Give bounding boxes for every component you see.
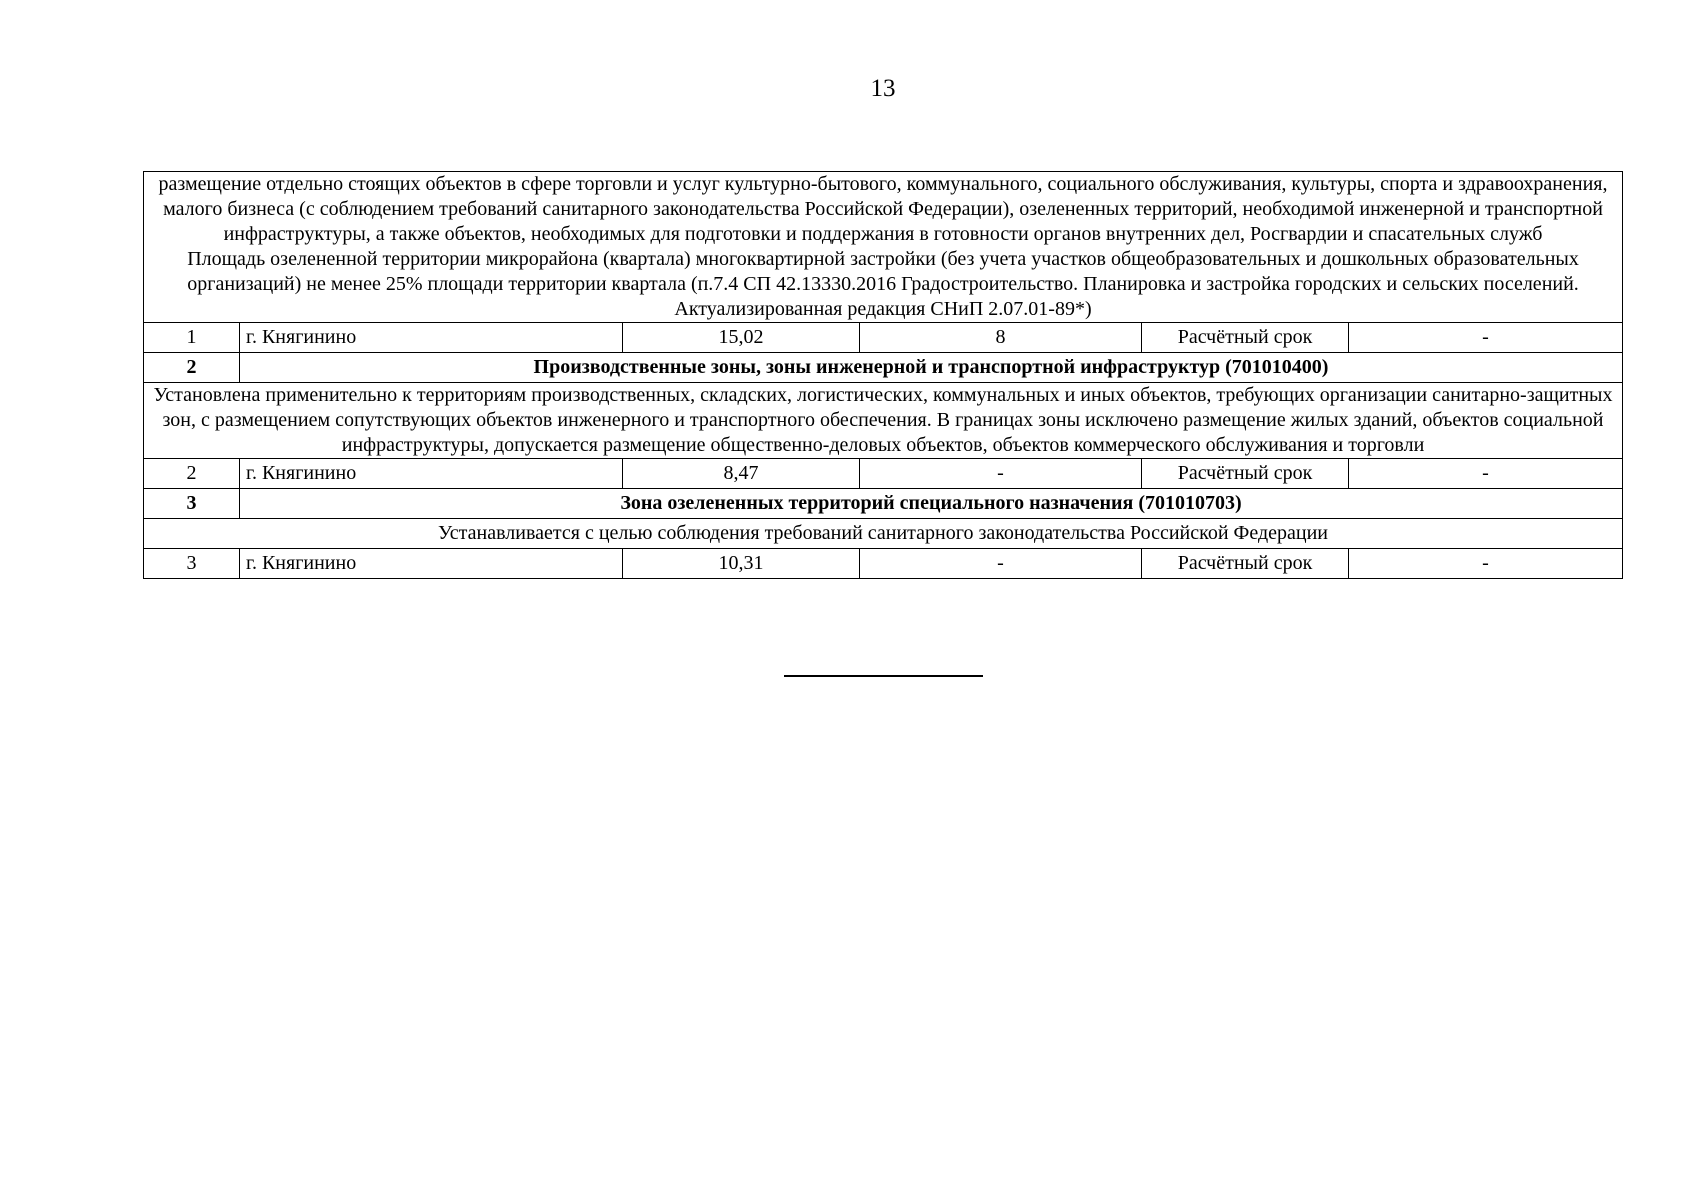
- zone-description: Устанавливается с целью соблюдения требований санитарного законодательства Российской Федерации: [144, 519, 1623, 549]
- row-extra: -: [1349, 549, 1623, 579]
- description-row: [144, 383, 1623, 459]
- row-extra: -: [1349, 323, 1623, 353]
- row-term: Расчётный срок: [1142, 549, 1349, 579]
- zone-header-row: [144, 353, 1623, 383]
- page-number: 13: [870, 75, 896, 102]
- table-row: [144, 549, 1623, 579]
- zone-description-cell: [144, 172, 1623, 323]
- row-area: 10,31: [623, 549, 860, 579]
- row-value: 8: [860, 323, 1142, 353]
- row-value: -: [860, 549, 1142, 579]
- zones-table: [143, 171, 1623, 579]
- zone-number: 2: [144, 353, 240, 383]
- zone-description: Установлена применительно к территориям производственных, складских, логистических, коммунальных и иных объектов, требующих организации санитарно-защитных зон, с размещением сопутствующих объектов инженерного и транспортного обеспечения. В границах зоны исключено размещение жилых зданий, объектов социальной инфраструктуры, допускается размещение общественно-деловых объектов, объектов коммерческого обслуживания и торговли: [144, 383, 1623, 459]
- zone-description: размещение отдельно стоящих объектов в сфере торговли и услуг культурно-бытового, коммунального, социального обслуживания, культуры, спорта и здравоохранения, малого бизнеса (с соблюдением требований санитарного законодательства Российской Федерации), озелененных территорий, необходимой инженерной и транспортной инфраструктуры, а также объектов, необходимых для подготовки и поддержания в готовности органов внутренних дел, Росгвардии и спасательных служб: [158, 173, 1608, 245]
- table-row: [144, 459, 1623, 489]
- description-row: [144, 172, 1623, 323]
- zone-number: 3: [144, 489, 240, 519]
- zone-title: Производственные зоны, зоны инженерной и транспортной инфраструктур (701010400): [240, 353, 1623, 383]
- row-location: г. Княгинино: [240, 459, 623, 489]
- row-number: 2: [144, 459, 240, 489]
- zone-title: Зона озелененных территорий специального назначения (701010703): [240, 489, 1623, 519]
- row-location: г. Княгинино: [240, 549, 623, 579]
- row-value: -: [860, 459, 1142, 489]
- end-of-document-rule: [784, 675, 983, 677]
- zone-header-row: [144, 489, 1623, 519]
- row-term: Расчётный срок: [1142, 459, 1349, 489]
- zone-note: Площадь озелененной территории микрорайона (квартала) многоквартирной застройки (без учета участков общеобразовательных и дошкольных образовательных организаций) не менее 25% площади территории квартала (п.7.4 СП 42.13330.2016 Градостроительство. Планировка и застройка городских и сельских поселений. Актуализированная редакция СНиП 2.07.01-89*): [187, 248, 1579, 320]
- row-term: Расчётный срок: [1142, 323, 1349, 353]
- row-location: г. Княгинино: [240, 323, 623, 353]
- description-row: [144, 519, 1623, 549]
- row-extra: -: [1349, 459, 1623, 489]
- row-area: 15,02: [623, 323, 860, 353]
- row-area: 8,47: [623, 459, 860, 489]
- row-number: 3: [144, 549, 240, 579]
- row-number: 1: [144, 323, 240, 353]
- table-row: [144, 323, 1623, 353]
